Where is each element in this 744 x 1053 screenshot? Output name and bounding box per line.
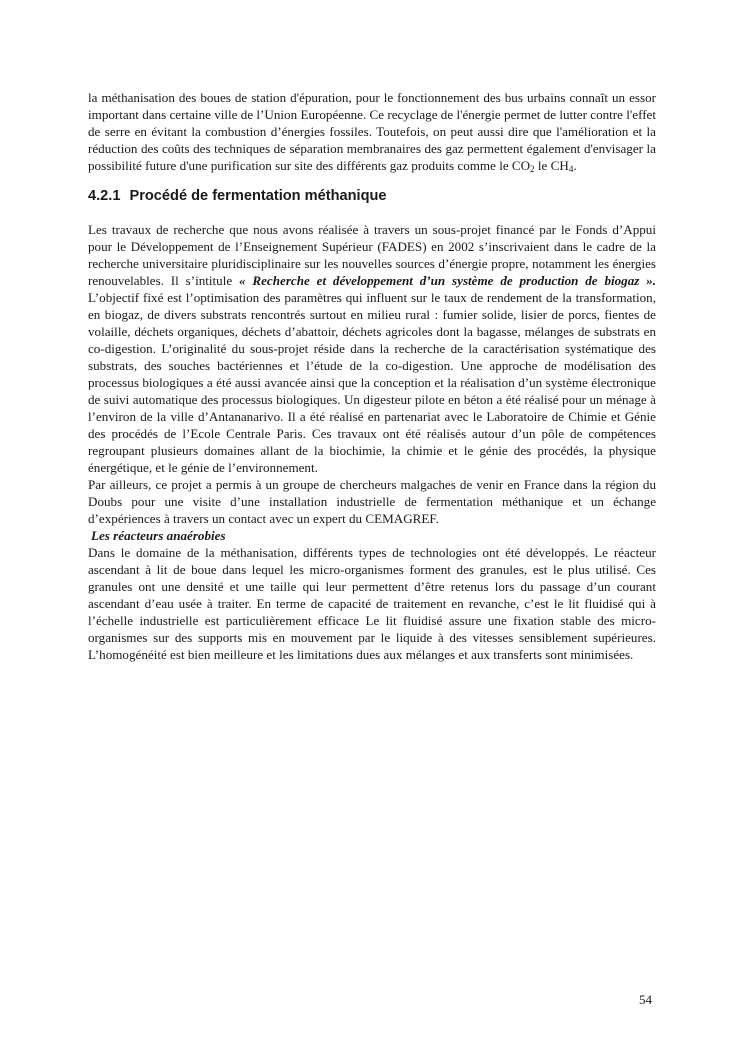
subsection-heading: Les réacteurs anaérobies (91, 528, 226, 543)
document-page (88, 89, 656, 663)
page-number: 54 (639, 992, 653, 1007)
co2-subscript: 2 (530, 164, 535, 174)
visit-paragraph: Par ailleurs, ce projet a permis à un groupe de chercheurs malgaches de venir en France dans la région du Doubs pour une visite d’une installation industrielle de fermentation méthanique et un échange d’expériences à travers un contact avec un expert du CEMAGREF. (88, 477, 656, 526)
reactors-paragraph: Dans le domaine de la méthanisation, différents types de technologies ont été développés. Le réacteur ascendant à lit de boue dans lequel les micro-organismes forment des granules, est le plus utilisé. Ces granules ont une densité et une taille qui leur permettent d’être retenus lors du passage d’un courant ascendant d’eau usée à traiter. En terme de capacité de traitement en revanche, c’est le lit fluidisé qui à l’échelle industrielle est particulièrement efficace Le lit fluidisé assure une fixation stable des micro-organismes sur des supports mis en mouvement par le liquide à des vitesses sensiblement supérieures. L’homogénéité est bien meilleure et les limitations dues aux mélanges et aux transferts sont minimisées. (88, 545, 656, 662)
intro-text-middle: le CH (534, 158, 569, 173)
research-paragraph (88, 221, 656, 476)
research-text-continued: L’objectif fixé est l’optimisation des paramètres qui influent sur le taux de rendement de la transformation, en biogaz, de divers substrats rencontrés surtout en milieu rural : fumier solide, lisier de porcs, fientes de volaille, déchets organiques, déchets d’abattoir, déchets agricoles dont la bagasse, mélanges de substrats en co-digestion. L’originalité du sous-projet réside dans la recherche de la caractérisation systématique des substrats, des souches bactériennes et l’étude de la co-digestion. Une approche de modélisation des processus biologiques a été aussi avancée ainsi que la conception et la réalisation d’un système électronique de suivi automatique des processus biologiques. Un digesteur pilote en béton a été réalisé pour un ménage à l’environ de la ville d’Antananarivo. Il a été réalisé en partenariat avec le Laboratoire de Chimie et Génie des procédés de l’Ecole Centrale Paris. Ces travaux ont été réalisés autour d’un pôle de compétences regroupant plusieurs domaines allant de la biochimie, la chimie et le génie des procédés, la physique énergétique, et le génie de l’environnement. (88, 290, 656, 475)
research-text: Les travaux de recherche que nous avons réalisée à travers un sous-projet financé par le Fonds d’Appui pour le Développement de l’Enseignement Supérieur (FADES) en 2002 s’inscrivaient dans le cadre de la recherche universitaire pluridisciplinaire sur les nouvelles sources d’énergie propre, notamment les énergies renouvelables. Il s’intitule (88, 222, 656, 288)
intro-text: la méthanisation des boues de station d'épuration, pour le fonctionnement des bus urbains connaît un essor important dans certaine ville de l’Union Européenne. Ce recyclage de l'énergie permet de lutter contre l'effet de serre en évitant la combustion d’énergies fossiles. Toutefois, on peut aussi dire que l'amélioration et la réduction des coûts des techniques de séparation membranaires des gaz permettent également d'envisager la possibilité future d'une purification sur site des différents gaz produits comme le CO (88, 90, 656, 173)
intro-text-end: . (573, 158, 577, 173)
project-title: « Recherche et développement d’un système de production de biogaz ». (239, 273, 657, 288)
section-heading (88, 186, 656, 206)
section-title: Procédé de fermentation méthanique (129, 188, 387, 204)
section-number: 4.2.1 (88, 188, 121, 204)
ch4-subscript: 4 (568, 164, 574, 174)
intro-paragraph (88, 89, 656, 174)
